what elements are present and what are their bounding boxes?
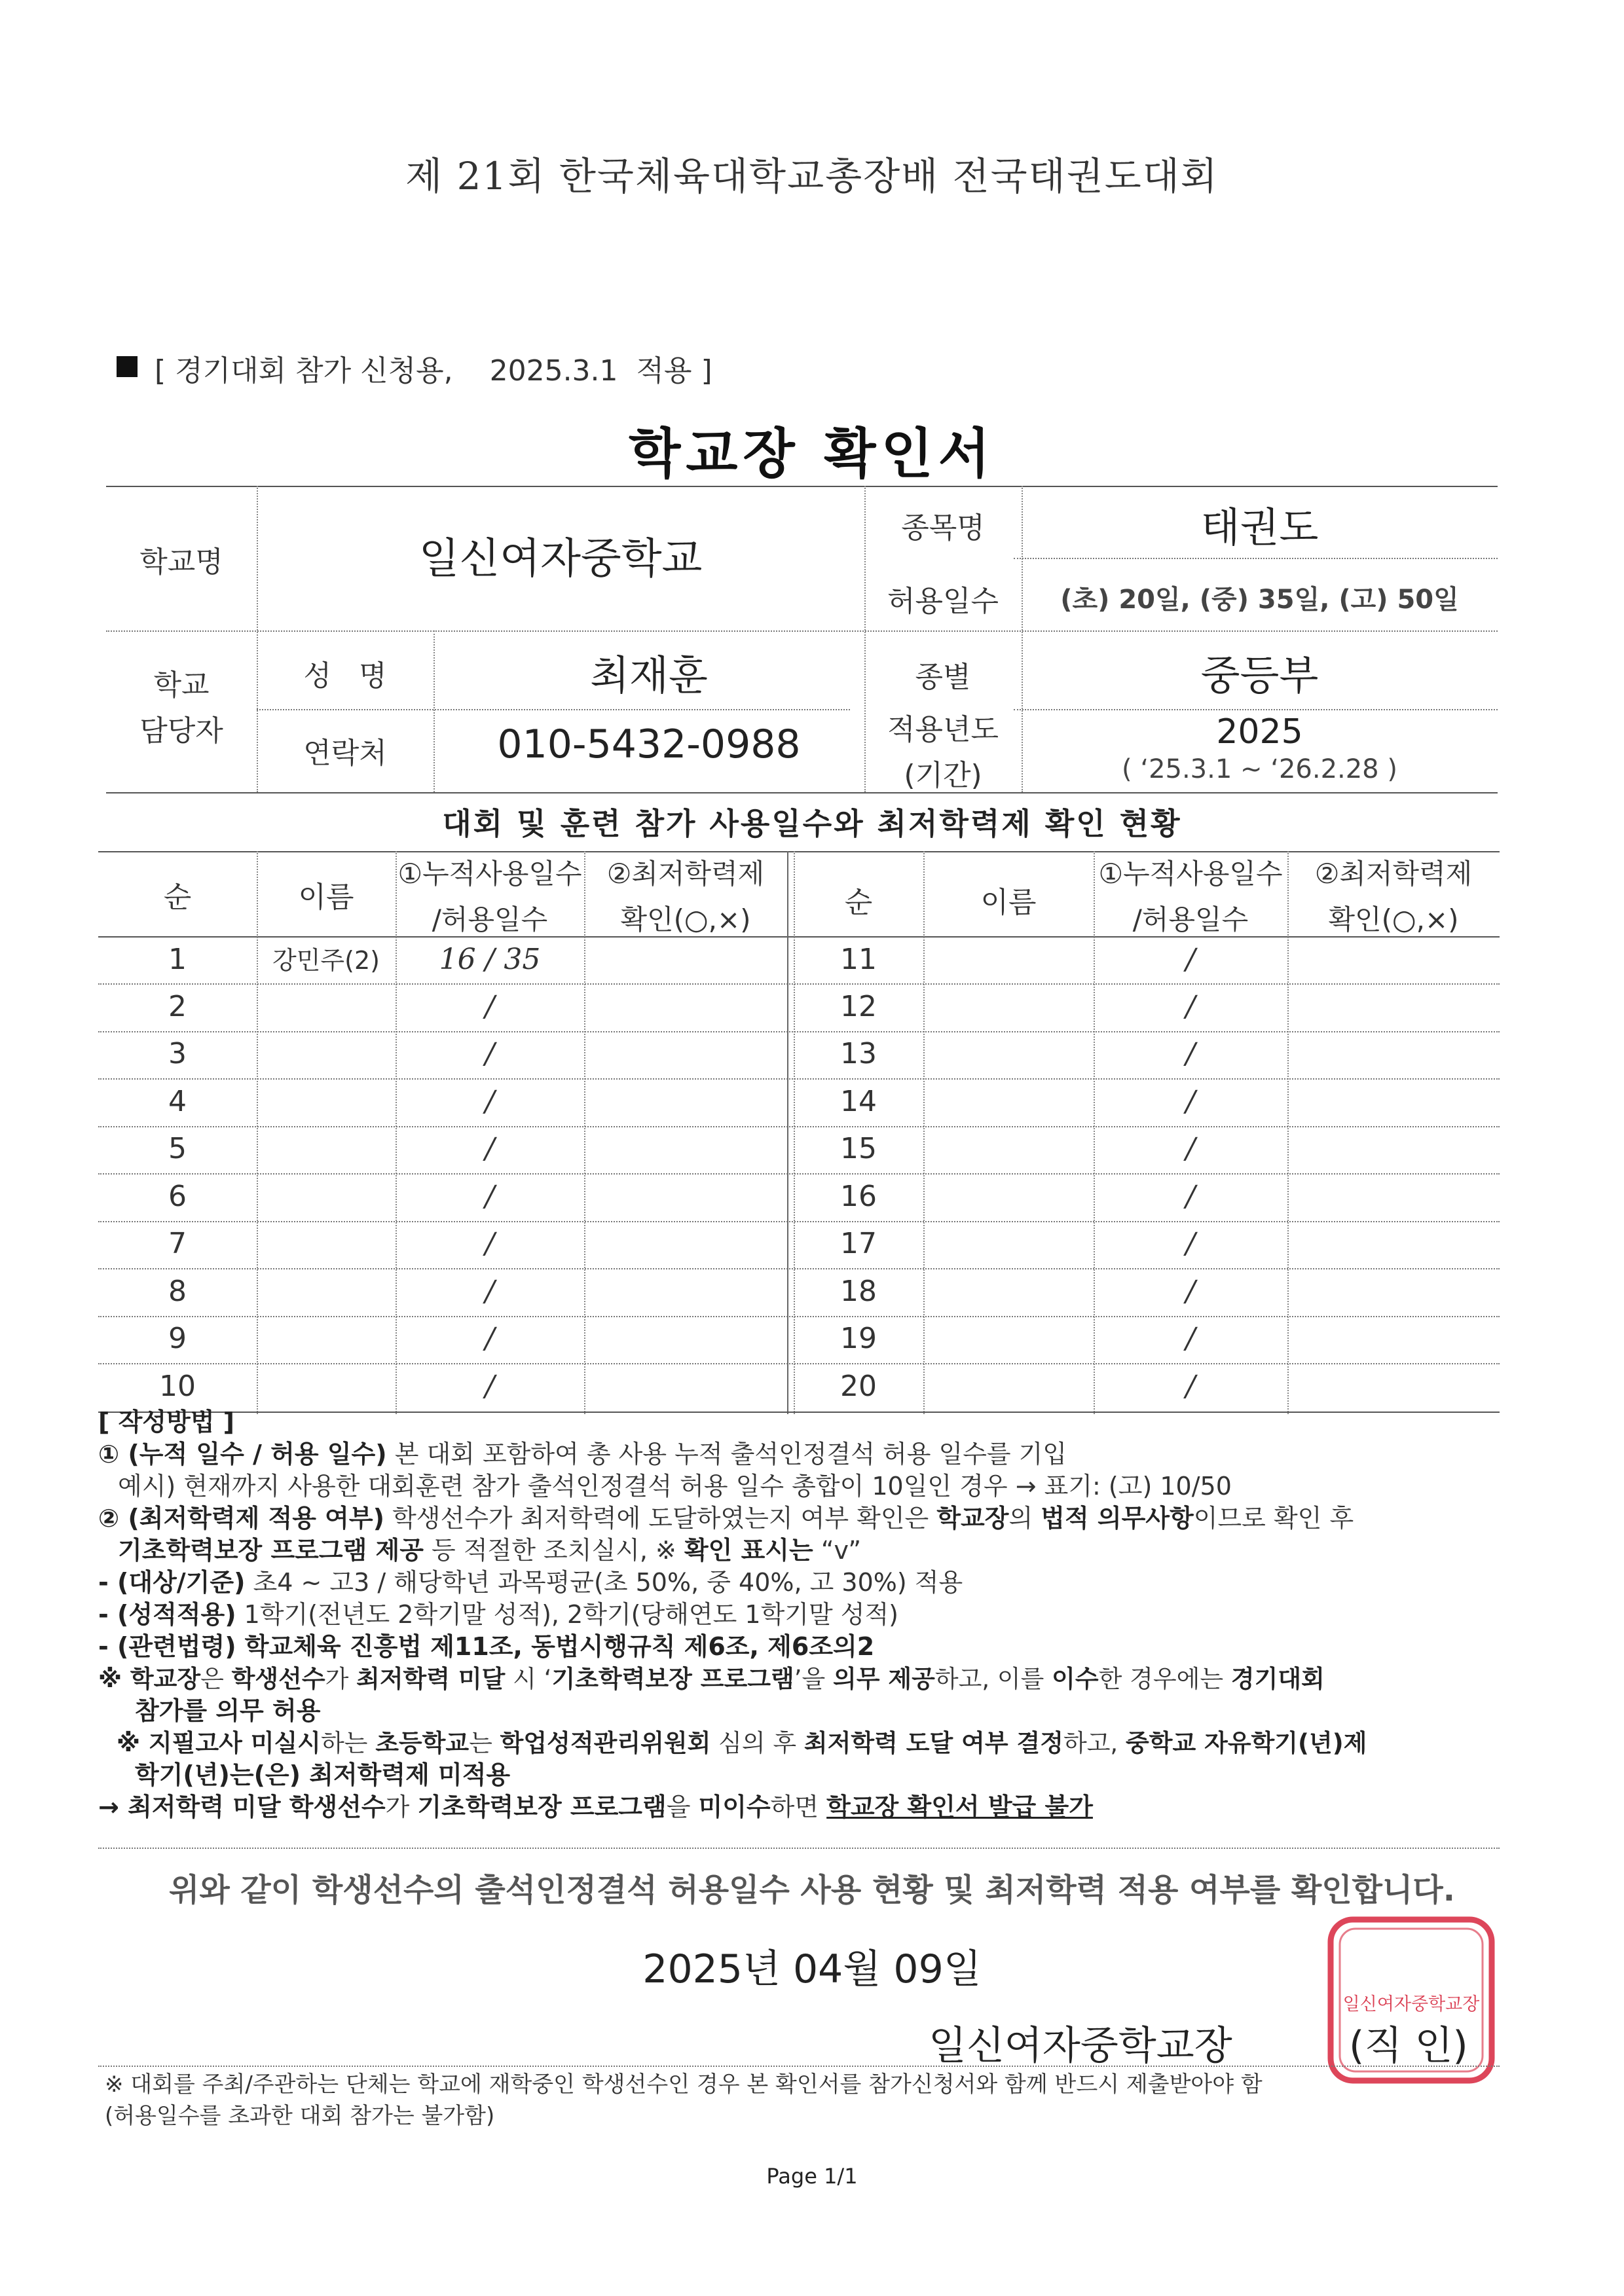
phone-value: 010-5432-0988 — [497, 721, 801, 767]
year-period: ( ‘25.3.1 ~ ‘26.2.28 ) — [1122, 754, 1397, 784]
row-days: / — [1185, 1275, 1196, 1308]
row-days: / — [1185, 1037, 1196, 1070]
row-days: / — [485, 1275, 495, 1308]
row-days: 16 / 35 — [439, 943, 541, 976]
header-no-right: 순 — [844, 886, 873, 919]
header-name-right: 이름 — [980, 886, 1037, 919]
row-number: 3 — [168, 1037, 187, 1070]
row-days: / — [485, 1322, 495, 1355]
row-number: 14 — [840, 1085, 877, 1118]
row-number: 13 — [840, 1037, 877, 1070]
row-number: 9 — [168, 1322, 187, 1355]
instruction-7-cont: 학기(년)는(은) 최저학력제 미적용 — [135, 1760, 511, 1789]
header-check-right: ②최저학력제 확인(○,×) — [1314, 858, 1473, 936]
header-days: ①누적사용일수 /허용일수 — [397, 858, 582, 936]
principal-title: 일신여자중학교장 — [929, 2023, 1232, 2069]
sport-label: 종목명 — [901, 511, 985, 545]
school-seal-stamp — [1323, 1912, 1500, 2088]
instruction-2: ② (최저학력제 적용 여부) 학생선수가 최저학력에 도달하였는지 여부 확인은 학교장의 법적 의무사항이므로 확인 후 — [98, 1504, 1354, 1533]
category-value: 중등부 — [1200, 651, 1319, 699]
row-number: 4 — [168, 1085, 187, 1118]
header-no: 순 — [163, 881, 192, 914]
instruction-7: ※ 지필고사 미실시하는 초등학교는 학업성적관리위원회 심의 후 최저학력 도달 여부 결정하고, 중학교 자유학기(년)제 — [117, 1729, 1367, 1757]
year-value: 2025 — [1216, 712, 1303, 752]
section-title: 대회 및 훈련 참가 사용일수와 최저학력제 확인 현황 — [442, 806, 1182, 841]
row-number: 12 — [840, 990, 877, 1023]
instructions-heading: [ 작성방법 ] — [98, 1408, 235, 1436]
row-number: 10 — [159, 1370, 196, 1403]
row-number: 16 — [840, 1180, 877, 1213]
allowed-days-label: 허용일수 — [887, 585, 999, 618]
instruction-8: → 최저학력 미달 학생선수가 기초학력보장 프로그램을 미이수하면 학교장 확인서 발급 불가 — [98, 1793, 1093, 1821]
instruction-6: ※ 학교장은 학생선수가 최저학력 미달 시 ‘기초학력보장 프로그램’을 의무 제공하고, 이를 이수한 경우에는 경기대회 — [98, 1665, 1325, 1693]
seal-label: (직 인) — [1349, 2023, 1468, 2069]
instruction-1-example: 예시) 현재까지 사용한 대회훈련 참가 출석인정결석 허용 일수 총합이 10일인 경우 → 표기: (고) 10/50 — [118, 1472, 1232, 1501]
row-days: / — [1185, 1085, 1196, 1118]
allowed-days-value: (초) 20일, (중) 35일, (고) 50일 — [1060, 585, 1459, 615]
phone-label: 연락처 — [303, 737, 387, 770]
row-number: 19 — [840, 1322, 877, 1355]
row-days: / — [485, 1370, 495, 1403]
instruction-4: - (성적적용) 1학기(전년도 2학기말 성적), 2학기(당해연도 1학기말 성적) — [98, 1600, 899, 1629]
instruction-5: - (관련법령) 학교체육 진흥법 제11조, 동법시행규칙 제6조, 제6조의2 — [98, 1632, 875, 1661]
row-number: 2 — [168, 990, 187, 1023]
school-value: 일신여자중학교 — [418, 535, 703, 583]
row-number: 18 — [840, 1275, 877, 1308]
instructions — [98, 1406, 1552, 1823]
event-title: 제 21회 한국체육대학교총장배 전국태권도대회 — [405, 154, 1219, 198]
row-days: / — [485, 1227, 495, 1260]
row-days: / — [1185, 990, 1196, 1023]
row-days: / — [1185, 1227, 1196, 1260]
row-number: 6 — [168, 1180, 187, 1213]
row-number: 11 — [840, 943, 877, 976]
row-days: / — [485, 990, 495, 1023]
footer-notice: ※ 대회를 주최/주관하는 단체는 학교에 재학중인 학생선수인 경우 본 확인서를 참가신청서와 함께 반드시 제출받아야 함 (허용일수를 초과한 대회 참가는 불가함) — [105, 2071, 1263, 2129]
category-label: 종별 — [915, 661, 971, 694]
row-number: 8 — [168, 1275, 187, 1308]
row-days: / — [1185, 1180, 1196, 1213]
document-title: 학교장 확인서 — [629, 423, 995, 485]
header-name: 이름 — [298, 881, 354, 914]
sign-date: 2025년 04월 09일 — [642, 1946, 982, 1992]
contact-person-label: 학교 담당자 — [139, 668, 223, 748]
row-days: / — [485, 1132, 495, 1165]
row-days: / — [1185, 1132, 1196, 1165]
row-days: / — [1185, 943, 1196, 976]
seal-text: 일신여자중학교장 — [1342, 1994, 1480, 2014]
row-name: 강민주(2) — [272, 946, 380, 975]
instruction-1: ① (누적 일수 / 허용 일수) 본 대회 포함하여 총 사용 누적 출석인정결석 허용 일수를 기입 — [98, 1440, 1067, 1468]
row-number: 1 — [168, 943, 187, 976]
instruction-3: - (대상/기준) 초4 ~ 고3 / 해당학년 과목평균(초 50%, 중 40%, 고 30%) 적용 — [98, 1568, 963, 1597]
header-check: ②최저학력제 확인(○,×) — [606, 858, 765, 936]
instruction-6-cont: 참가를 의무 허용 — [135, 1696, 321, 1725]
row-number: 5 — [168, 1132, 187, 1165]
row-days: / — [1185, 1322, 1196, 1355]
school-label: 학교명 — [139, 545, 223, 579]
page-number: Page 1/1 — [766, 2164, 858, 2189]
row-days: / — [485, 1037, 495, 1070]
sub-header: [ 경기대회 참가 신청용, 2025.3.1 적용 ] — [155, 354, 712, 388]
row-days: / — [1185, 1370, 1196, 1403]
name-label: 성 명 — [303, 659, 387, 693]
sport-value: 태권도 — [1200, 503, 1319, 551]
year-label: 적용년도 (기간) — [887, 713, 999, 792]
row-number: 17 — [840, 1227, 877, 1260]
row-number: 20 — [840, 1370, 877, 1403]
row-number: 7 — [168, 1227, 187, 1260]
row-number: 15 — [840, 1132, 877, 1165]
square-bullet-icon — [117, 356, 138, 377]
header-days-right: ①누적사용일수 /허용일수 — [1098, 858, 1283, 936]
row-days: / — [485, 1085, 495, 1118]
confirm-sentence: 위와 같이 학생선수의 출석인정결석 허용일수 사용 현황 및 최저학력 적용 여부를 확인합니다. — [168, 1872, 1456, 1908]
row-days: / — [485, 1180, 495, 1213]
name-value: 최재훈 — [590, 651, 708, 699]
instruction-2-cont: 기초학력보장 프로그램 제공 등 적절한 조치실시, ※ 확인 표시는 “v” — [118, 1536, 862, 1565]
